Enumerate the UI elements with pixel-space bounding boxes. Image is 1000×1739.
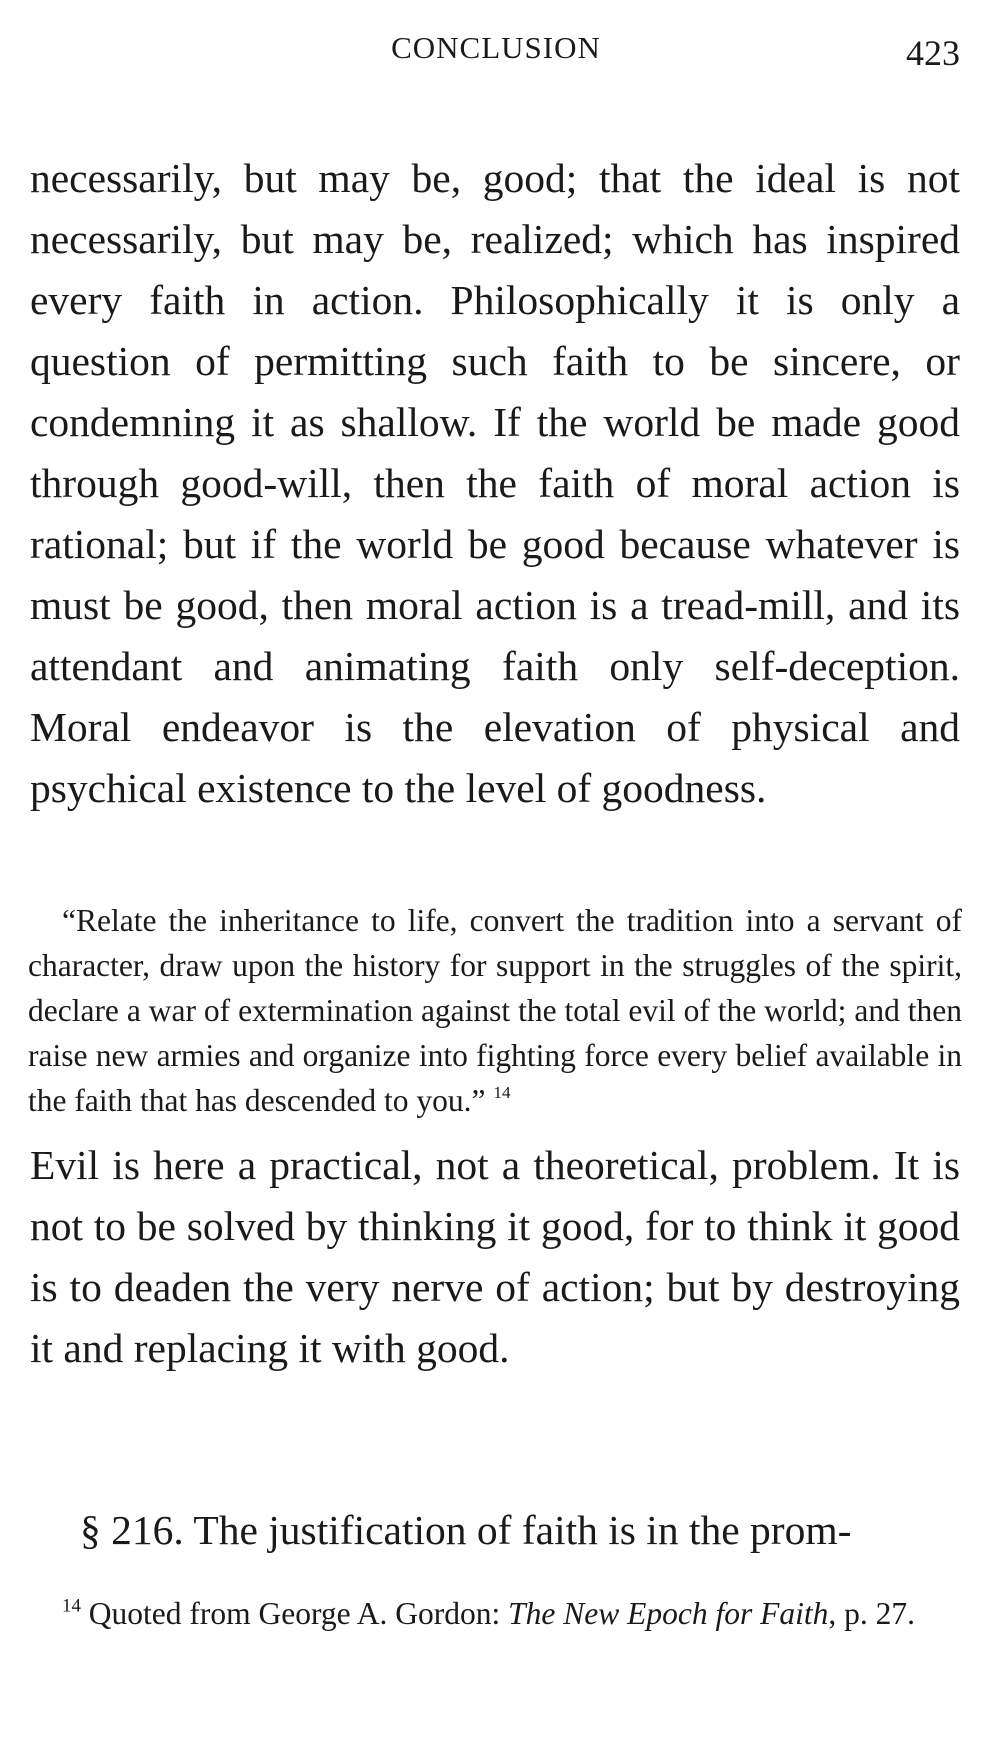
running-title: CONCLUSION	[391, 30, 601, 65]
running-head	[32, 24, 960, 74]
paragraph-evil-problem: Evil is here a practical, not a theoretical, problem. It is not to be solved by thinking it good, for to think it good is to deaden the very nerve of action; but by destroying it and replacing it with good.	[30, 1141, 960, 1371]
footnote-marker: 14	[62, 1595, 81, 1617]
footnote-book-title: The New Epoch for Faith	[508, 1595, 829, 1631]
block-quote	[28, 898, 962, 1123]
footnote	[28, 1592, 962, 1636]
quote-text: “Relate the inheritance to life, convert the tradition into a servant of character, draw upon the history for support in the struggles of the spirit, declare a war of extermination against the total evil of the world; and then raise new armies and organize into fighting force every belief available in the faith that has descended to you.”	[28, 902, 962, 1118]
paragraph-continuation: necessarily, but may be, good; that the ideal is not necessarily, but may be, realized; which has inspired every faith in action. Philosophically it is only a question of permitting such faith to be sincere, or condemning it as shallow. If the world be made good through good-will, then the faith of moral action is rational; but if the world be good because whatever is must be good, then moral action is a tread-mill, and its attendant and animating faith only self-deception. Moral endeavor is the elevation of physical and psychical existence to the level of goodness.	[30, 154, 960, 811]
quote-footnote-ref[interactable]: 14	[493, 1082, 511, 1102]
footnote-suffix: , p. 27.	[828, 1595, 915, 1631]
page-number: 423	[906, 33, 960, 73]
footnote-prefix: Quoted from George A. Gordon:	[88, 1595, 509, 1631]
paragraph-section-216: § 216. The justification of faith is in the prom-	[80, 1506, 852, 1553]
